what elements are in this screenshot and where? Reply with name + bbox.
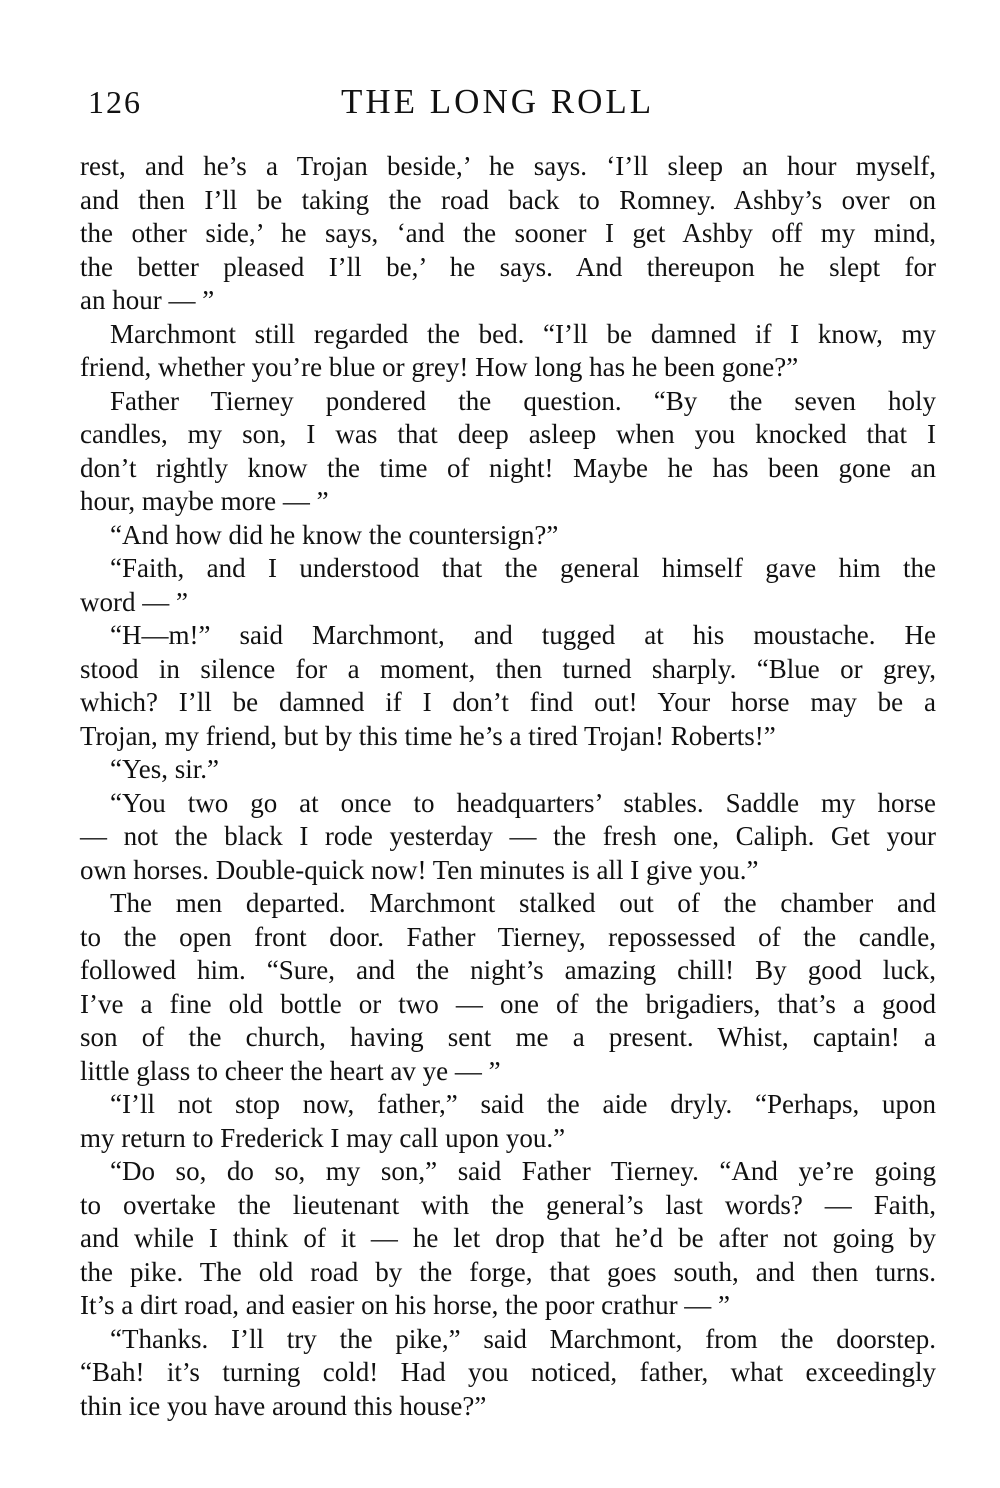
text-line: word — ” xyxy=(80,586,188,617)
text-line: “Thanks. I’ll try the pike,” said Marchmont, from the doorstep. xyxy=(110,1323,936,1354)
page-number: 126 xyxy=(88,84,142,120)
text-line: candles, my son, I was that deep asleep when you knocked that I xyxy=(80,419,936,449)
text-line: little glass to cheer the heart av ye — ” xyxy=(80,1055,501,1086)
text-line: Trojan, my friend, but by this time he’s a tired Trojan! Roberts!” xyxy=(80,720,776,751)
text-line: “You two go at once to headquarters’ stables. Saddle my horse xyxy=(110,787,936,818)
text-line: rest, and he’s a Trojan beside,’ he says. ‘I’ll sleep an hour myself, xyxy=(80,151,936,181)
text-line: hour, maybe more — ” xyxy=(80,486,329,516)
text-line: my return to Frederick I may call upon you.” xyxy=(80,1122,566,1153)
text-line: “Bah! it’s turning cold! Had you noticed, father, what exceedingly xyxy=(80,1357,936,1387)
page-header xyxy=(88,80,934,124)
text-line: “And how did he know the countersign?” xyxy=(110,519,559,550)
text-line: the other side,’ he says, ‘and the sooner I get Ashby off my mind, xyxy=(80,218,936,248)
text-line: “Faith, and I understood that the general himself gave him the xyxy=(110,553,936,583)
text-line: “H—m!” said Marchmont, and tugged at his moustache. He xyxy=(110,620,936,650)
text-line: to overtake the lieutenant with the general’s last words? — Faith, xyxy=(80,1189,936,1220)
text-line: friend, whether you’re blue or grey! How long has he been gone?” xyxy=(80,352,799,382)
body-text xyxy=(80,150,936,1423)
text-line: Marchmont still regarded the bed. “I’ll be damned if I know, my xyxy=(110,318,936,349)
text-line: — not the black I rode yesterday — the fresh one, Caliph. Get your xyxy=(80,821,936,851)
text-line: stood in silence for a moment, then turned sharply. “Blue or grey, xyxy=(80,653,936,684)
text-line: “Do so, do so, my son,” said Father Tierney. “And ye’re going xyxy=(110,1156,936,1186)
text-line: don’t rightly know the time of night! Maybe he has been gone an xyxy=(80,452,936,483)
text-line: the better pleased I’ll be,’ he says. And thereupon he slept for xyxy=(80,251,936,282)
text-line: “I’ll not stop now, father,” said the aide dryly. “Perhaps, upon xyxy=(110,1089,936,1119)
text-line: followed him. “Sure, and the night’s amazing chill! By good luck, xyxy=(80,955,936,985)
text-line: It’s a dirt road, and easier on his horse, the poor crathur — ” xyxy=(80,1290,731,1320)
running-title: THE LONG ROLL xyxy=(341,82,655,121)
text-line: own horses. Double-quick now! Ten minutes is all I give you.” xyxy=(80,854,759,885)
text-line: I’ve a fine old bottle or two — one of the brigadiers, that’s a good xyxy=(80,988,936,1019)
text-line: son of the church, having sent me a present. Whist, captain! a xyxy=(80,1022,936,1052)
text-line: the pike. The old road by the forge, that goes south, and then turns. xyxy=(80,1256,936,1287)
text-line: and while I think of it — he let drop that he’d be after not going by xyxy=(80,1223,936,1253)
text-line: thin ice you have around this house?” xyxy=(80,1390,487,1421)
text-line: Father Tierney pondered the question. “By the seven holy xyxy=(110,385,936,416)
text-line: to the open front door. Father Tierney, repossessed of the candle, xyxy=(80,921,936,952)
text-line: which? I’ll be damned if I don’t find out! Your horse may be a xyxy=(80,687,936,717)
text-line: and then I’ll be taking the road back to Romney. Ashby’s over on xyxy=(80,184,936,215)
text-line: “Yes, sir.” xyxy=(110,754,220,784)
text-line: The men departed. Marchmont stalked out of the chamber and xyxy=(110,888,936,918)
text-line: an hour — ” xyxy=(80,285,215,315)
